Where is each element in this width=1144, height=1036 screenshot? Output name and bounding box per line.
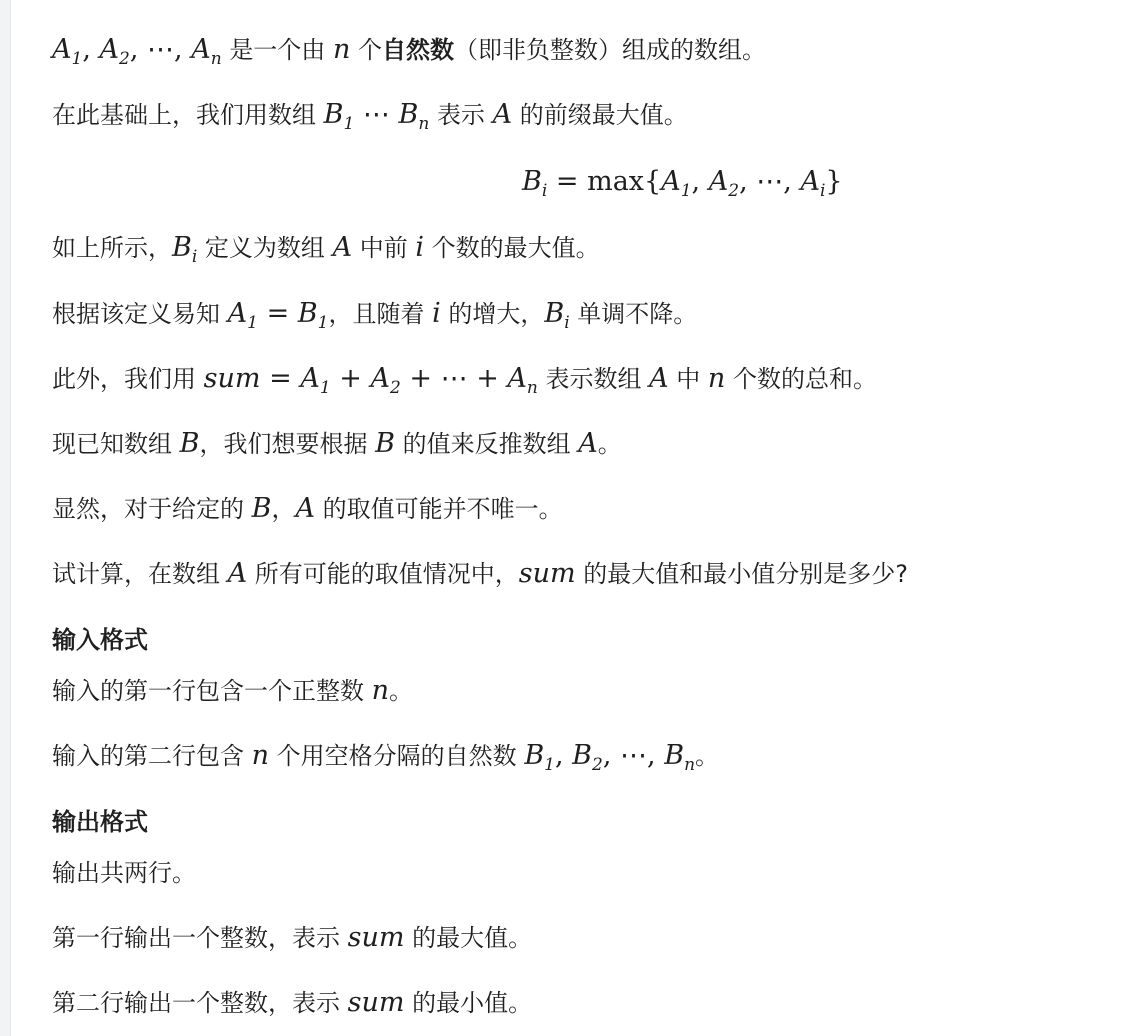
bold-term: 自然数 — [381, 36, 454, 64]
display-formula: $B_i = \max\{A_1$, $A_2$, ⋯, $A_i$} — [522, 166, 843, 201]
question-paragraph: 试计算，在数组 A 所有可能的取值情况中，sum 的最大值和最小值分别是多少? — [52, 558, 909, 589]
obviously-paragraph: 显然，对于给定的 B，A 的取值可能并不唯一。 — [52, 493, 563, 524]
known-paragraph: 现已知数组 B，我们想要根据 B 的值来反推数组 A。 — [52, 428, 622, 459]
definition-paragraph: 如上所示，$B_i$ 定义为数组 A 中前 i 个数的最大值。 — [52, 232, 600, 267]
input-line-2: 输入的第二行包含 n 个用空格分隔的自然数 $B_1$, $B_2$, ⋯, $B_n$。 — [52, 740, 720, 775]
output-format-heading: 输出格式 — [52, 808, 148, 836]
left-gutter — [0, 0, 11, 1036]
sum-paragraph: 此外，我们用 sum = $A_1 + A_2$ + ⋯ + $A_n$ 表示数组 A 中 n 个数的总和。 — [52, 363, 877, 398]
output-line-3: 第二行输出一个整数，表示 sum 的最小值。 — [52, 987, 533, 1018]
prefix-max-paragraph: 在此基础上，我们用数组 $B_1$ ⋯ $B_n$ 表示 A 的前缀最大值。 — [52, 99, 688, 134]
input-line-1: 输入的第一行包含一个正整数 n。 — [52, 675, 414, 706]
intro-paragraph: $A_1$, $A_2$, ⋯, $A_n$ 是一个由 n 个自然数（即非负整数）组成的数组。 — [52, 34, 766, 69]
output-line-2: 第一行输出一个整数，表示 sum 的最大值。 — [52, 922, 533, 953]
input-format-heading: 输入格式 — [52, 626, 148, 654]
output-line-1: 输出共两行。 — [52, 859, 196, 887]
math-sequence-a: $A_1$, $A_2$, ⋯, $A_n$ — [52, 34, 222, 69]
math-sequence-b: $B_1$ ⋯ $B_n$ — [323, 99, 430, 134]
monotonic-paragraph: 根据该定义易知 $A_1 = B_1$，且随着 i 的增大，$B_i$ 单调不降。 — [52, 298, 698, 333]
